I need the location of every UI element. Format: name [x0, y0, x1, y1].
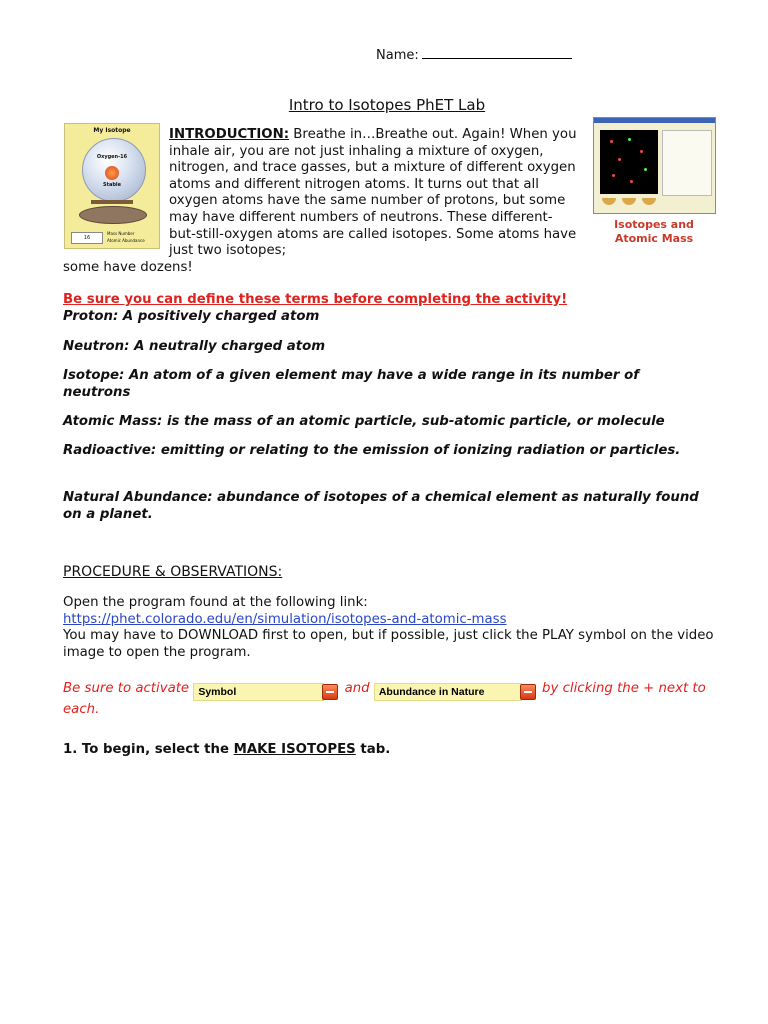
step-1	[63, 742, 390, 757]
nucleus-icon	[105, 166, 119, 180]
term-proton: Proton: A positively charged atom	[63, 309, 320, 324]
atom-dot	[610, 140, 613, 143]
scale-stand	[91, 200, 133, 204]
atom-dot	[618, 158, 621, 161]
bucket-icon	[642, 198, 656, 205]
atom-dot	[640, 150, 643, 153]
introduction-paragraph	[169, 127, 579, 260]
name-label: Name:	[376, 48, 419, 63]
element-label: Oxygen-16	[96, 154, 128, 160]
window-titlebar	[594, 118, 715, 123]
open-instructions	[63, 595, 723, 661]
atom-dot	[628, 138, 631, 141]
activate-prefix: Be sure to activate	[63, 681, 194, 696]
simulation-caption: Isotopes and Atomic Mass	[614, 218, 694, 245]
term-natural-abundance: Natural Abundance: abundance of isotopes of a chemical element as naturally found on a planet.	[63, 490, 699, 522]
scale-base	[79, 206, 147, 224]
simulation-link[interactable]: https://phet.colorado.edu/en/simulation/isotopes-and-atomic-mass	[63, 611, 507, 627]
terms-heading: Be sure you can define these terms before completing the activity!	[63, 292, 568, 307]
abundance-label: Abundance in Nature	[378, 686, 485, 698]
name-field	[376, 46, 572, 63]
stability-label: Stable	[102, 182, 122, 188]
simulation-thumbnail[interactable]	[593, 117, 716, 214]
open-text: Open the program found at the following link:	[63, 595, 368, 610]
symbol-label: Symbol	[198, 686, 237, 698]
bucket-icon	[602, 198, 616, 205]
activate-suffix: by clicking the + next to each.	[63, 681, 706, 717]
atom-dot	[630, 180, 633, 183]
abundance-toggle[interactable]	[374, 683, 522, 701]
activate-instructions	[63, 680, 723, 718]
term-atomic-mass: Atomic Mass: is the mass of an atomic particle, sub-atomic particle, or molecule	[63, 414, 665, 429]
term-radioactive: Radioactive: emitting or relating to the emission of ionizing radiation or particles.	[63, 443, 681, 458]
sim-screen	[600, 130, 658, 194]
minus-icon[interactable]	[322, 684, 338, 700]
option-mass-number: Mass Number	[107, 231, 135, 236]
my-isotope-caption: My Isotope	[93, 127, 131, 134]
procedure-heading: PROCEDURE & OBSERVATIONS:	[63, 564, 283, 580]
term-neutron: Neutron: A neutrally charged atom	[63, 339, 326, 354]
option-atomic-abundance: Atomic Abundance	[107, 238, 145, 243]
page-title: Intro to Isotopes PhET Lab	[288, 96, 486, 114]
name-blank[interactable]	[422, 46, 572, 59]
atom-dot	[644, 168, 647, 171]
bucket-icon	[622, 198, 636, 205]
introduction-text: Breathe in…Breathe out. Again! When you inhale air, you are not just inhaling a mixture of oxygen, nitrogen, and trace gasses, but a mixture of different oxygen atoms and different nitrogen atoms. It turns out that all oxygen atoms have the same number of protons, but some may have different numbers of neutrons. These different-but-still-oxygen atoms are called isotopes. Some atoms have just two isotopes;	[169, 127, 577, 259]
minus-icon[interactable]	[520, 684, 536, 700]
and-text: and	[340, 681, 374, 696]
introduction-label: INTRODUCTION:	[169, 127, 290, 142]
my-isotope-image	[64, 123, 160, 249]
step-suffix: tab.	[355, 742, 391, 757]
introduction-tail: some have dozens!	[63, 260, 193, 275]
term-isotope: Isotope: An atom of a given element may have a wide range in its number of neutrons	[63, 368, 640, 400]
sim-control-panel	[662, 130, 712, 196]
make-isotopes-tab-ref: MAKE ISOTOPES	[233, 742, 356, 757]
download-text: You may have to DOWNLOAD first to open, but if possible, just click the PLAY symbol on the video image to open the program.	[63, 628, 714, 660]
atom-dot	[612, 174, 615, 177]
step-prefix: 1. To begin, select the	[63, 742, 234, 757]
symbol-toggle[interactable]	[193, 683, 324, 701]
mass-number-box: 16	[71, 232, 103, 244]
